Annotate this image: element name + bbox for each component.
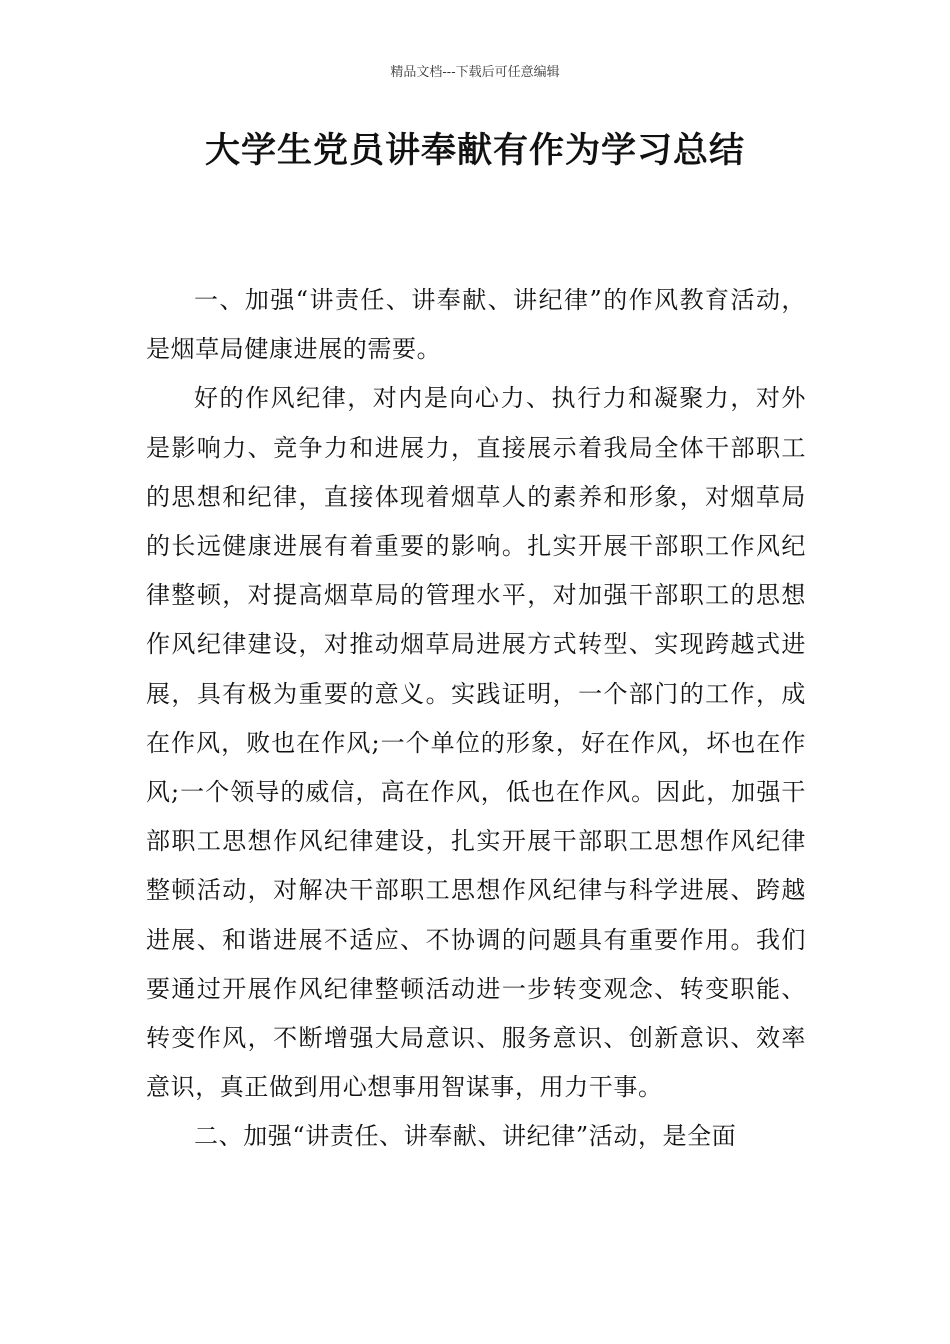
paragraph-2: 好的作风纪律，对内是向心力、执行力和凝聚力，对外是影响力、竞争力和进展力，直接展示着我局全体干部职工的思想和纪律，直接体现着烟草人的素养和形象，对烟草局的长远健康进展有着重要的影响。扎实开展干部职工作风纪律整顿，对提高烟草局的管理水平，对加强干部职工的思想作风纪律建设，对推动烟草局进展方式转型、实现跨越式进展，具有极为重要的意义。实践证明，一个部门的工作，成在作风，败也在作风;一个单位的形象，好在作风，坏也在作风;一个领导的威信，高在作风，低也在作风。因此，加强干部职工思想作风纪律建设，扎实开展干部职工思想作风纪律整顿活动，对解决干部职工思想作风纪律与科学进展、跨越进展、和谐进展不适应、不协调的问题具有重要作用。我们要通过开展作风纪律整顿活动进一步转变观念、转变职能、转变作风，不断增强大局意识、服务意识、创新意识、效率意识，真正做到用心想事用智谋事，用力干事。 bbox=[146, 384, 806, 1102]
document-title: 大学生党员讲奉献有作为学习总结 bbox=[204, 131, 745, 171]
paragraph-1: 一、加强“讲责任、讲奉献、讲纪律”的作风教育活动，是烟草局健康进展的需要。 bbox=[146, 286, 806, 364]
header-note: 精品文档---下载后可任意编辑 bbox=[390, 65, 560, 80]
document-body bbox=[146, 276, 806, 1162]
paragraph-3: 二、加强“讲责任、讲奉献、讲纪律”活动，是全面 bbox=[194, 1122, 737, 1151]
